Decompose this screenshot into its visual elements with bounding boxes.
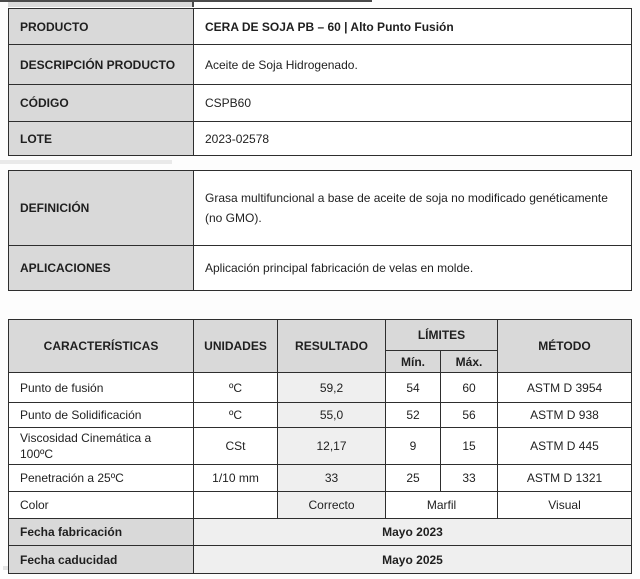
code-value: CSPB60 bbox=[194, 85, 632, 122]
units-value: CSt bbox=[194, 428, 278, 465]
max-value: 33 bbox=[441, 465, 498, 492]
lot-label: LOTE bbox=[9, 122, 194, 156]
units-value: ºC bbox=[194, 373, 278, 403]
product-value: CERA DE SOJA PB – 60 | Alto Punto Fusión bbox=[194, 9, 632, 45]
result-value: 33 bbox=[278, 465, 386, 492]
product-info-table bbox=[8, 8, 632, 156]
characteristic-name: Punto de fusión bbox=[9, 373, 194, 403]
spec-row-color bbox=[9, 492, 632, 519]
expiry-date-value: Mayo 2025 bbox=[194, 546, 632, 574]
table-row bbox=[9, 85, 632, 122]
definition-value: Grasa multifuncional a base de aceite de soja no modificado genéticamente (no GMO). bbox=[194, 171, 632, 246]
result-header: RESULTADO bbox=[278, 320, 386, 373]
method-value: ASTM D 3954 bbox=[498, 373, 632, 403]
characteristic-name: Penetración a 25ºC bbox=[9, 465, 194, 492]
applications-label: APLICACIONES bbox=[9, 246, 194, 291]
min-value: 9 bbox=[386, 428, 441, 465]
limits-header: LÍMITES bbox=[386, 320, 498, 351]
max-header: Máx. bbox=[441, 351, 498, 373]
code-label: CÓDIGO bbox=[9, 85, 194, 122]
limits-value: Marfil bbox=[386, 492, 498, 519]
max-value: 60 bbox=[441, 373, 498, 403]
product-label: PRODUCTO bbox=[9, 9, 194, 45]
min-value: 52 bbox=[386, 403, 441, 428]
lot-value: 2023-02578 bbox=[194, 122, 632, 156]
spec-row-melting-point bbox=[9, 373, 632, 403]
result-value: 12,17 bbox=[278, 428, 386, 465]
min-value: 25 bbox=[386, 465, 441, 492]
manufacture-date-row bbox=[9, 519, 632, 546]
definition-table bbox=[8, 170, 632, 291]
result-value: 59,2 bbox=[278, 373, 386, 403]
spec-row-penetration bbox=[9, 465, 632, 492]
characteristic-name: Viscosidad Cinemática a 100ºC bbox=[9, 428, 194, 465]
definition-label: DEFINICIÓN bbox=[9, 171, 194, 246]
table-row bbox=[9, 246, 632, 291]
expiry-date-label: Fecha caducidad bbox=[9, 546, 194, 574]
method-value: ASTM D 938 bbox=[498, 403, 632, 428]
min-value: 54 bbox=[386, 373, 441, 403]
result-value: 55,0 bbox=[278, 403, 386, 428]
method-value: ASTM D 1321 bbox=[498, 465, 632, 492]
method-value: Visual bbox=[498, 492, 632, 519]
units-value: ºC bbox=[194, 403, 278, 428]
spec-header-row bbox=[9, 320, 632, 351]
manufacture-date-value: Mayo 2023 bbox=[194, 519, 632, 546]
scan-artifact-bar bbox=[0, 160, 172, 164]
spec-row-solidification-point bbox=[9, 403, 632, 428]
spec-table bbox=[8, 319, 632, 574]
table-row bbox=[9, 9, 632, 45]
characteristic-name: Color bbox=[9, 492, 194, 519]
manufacture-date-label: Fecha fabricación bbox=[9, 519, 194, 546]
expiry-date-row bbox=[9, 546, 632, 574]
description-label: DESCRIPCIÓN PRODUCTO bbox=[9, 45, 194, 85]
spec-row-kinematic-viscosity bbox=[9, 428, 632, 465]
result-value: Correcto bbox=[278, 492, 386, 519]
min-header: Mín. bbox=[386, 351, 441, 373]
table-row bbox=[9, 45, 632, 85]
method-header: MÉTODO bbox=[498, 320, 632, 373]
table-row bbox=[9, 122, 632, 156]
method-value: ASTM D 445 bbox=[498, 428, 632, 465]
max-value: 56 bbox=[441, 403, 498, 428]
characteristics-header: CARACTERÍSTICAS bbox=[9, 320, 194, 373]
applications-value: Aplicación principal fabricación de velas en molde. bbox=[194, 246, 632, 291]
description-value: Aceite de Soja Hidrogenado. bbox=[194, 45, 632, 85]
cropped-table-fragment-top-cell bbox=[8, 2, 194, 7]
units-value-empty bbox=[194, 492, 278, 519]
characteristic-name: Punto de Solidificación bbox=[9, 403, 194, 428]
units-value: 1/10 mm bbox=[194, 465, 278, 492]
max-value: 15 bbox=[441, 428, 498, 465]
units-header: UNIDADES bbox=[194, 320, 278, 373]
table-row bbox=[9, 171, 632, 246]
